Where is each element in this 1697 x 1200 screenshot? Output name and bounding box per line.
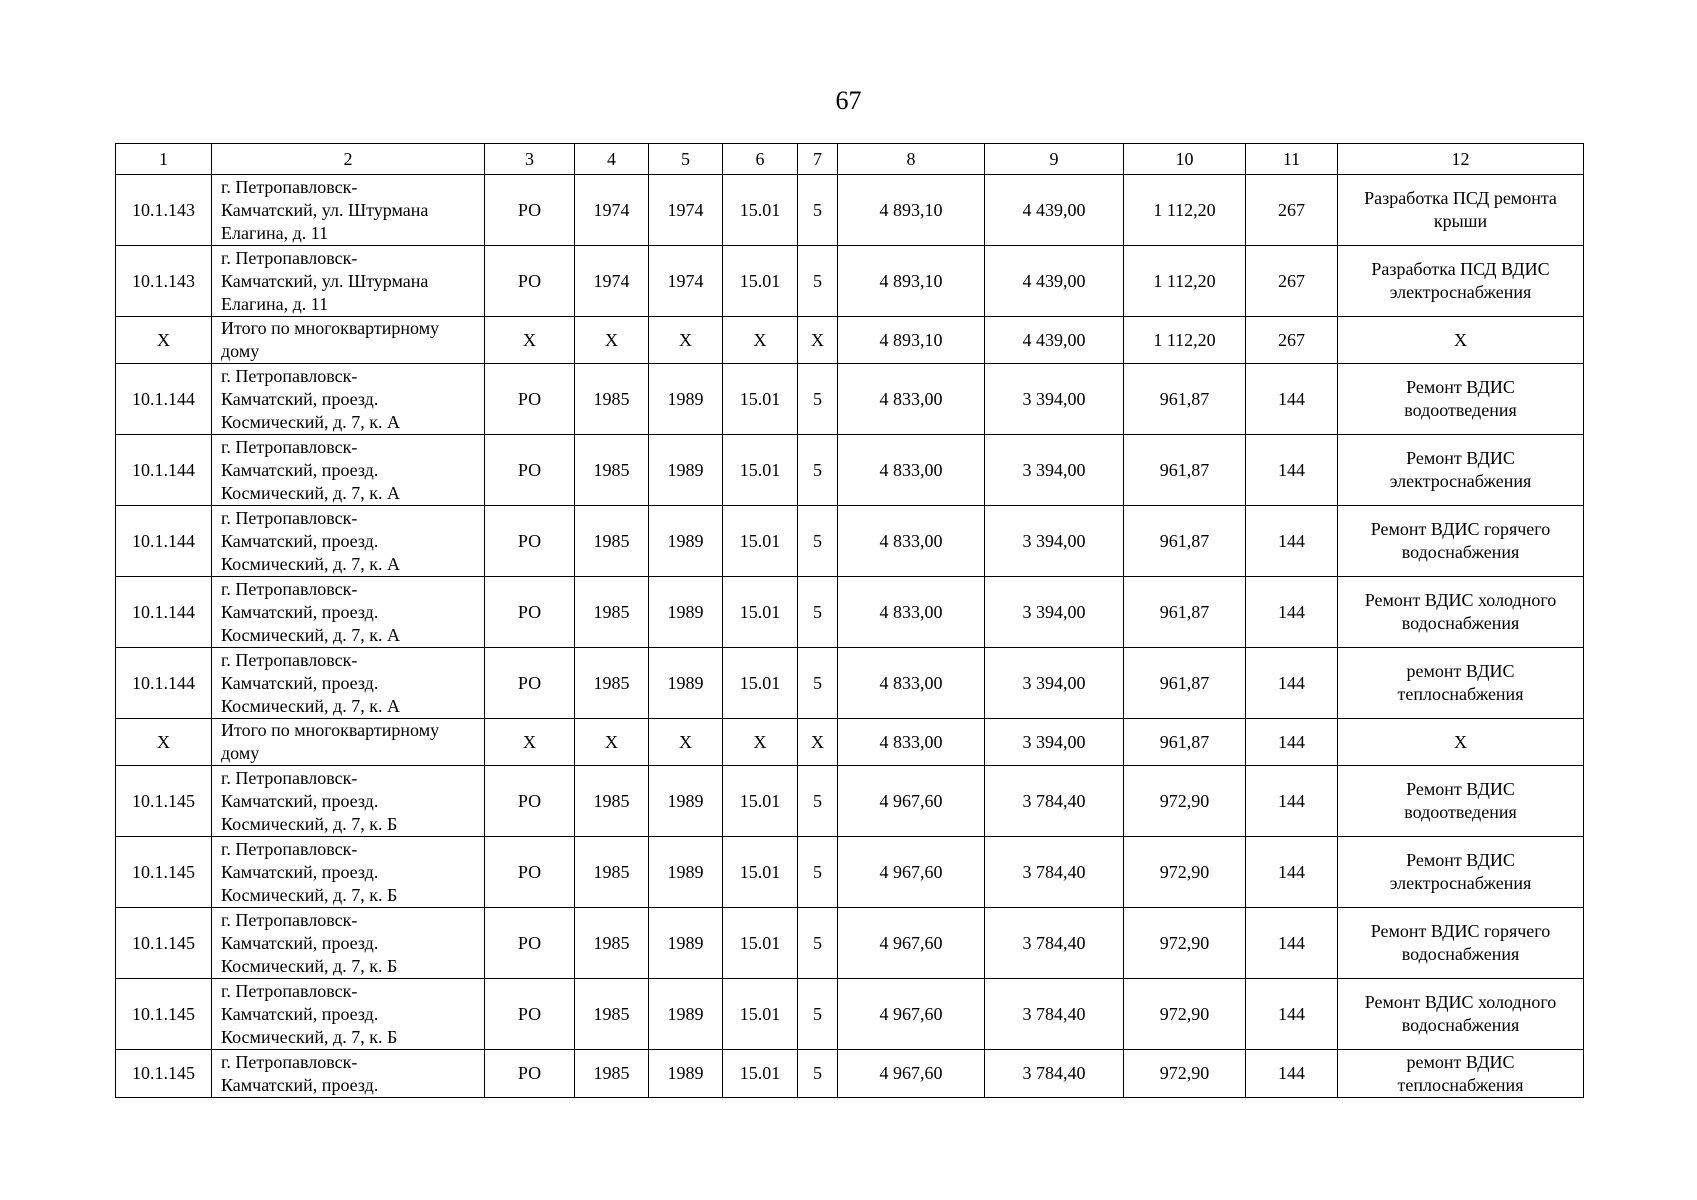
address-line: Камчатский, проезд. [221, 601, 379, 622]
total-row [116, 719, 1584, 766]
residents-cell: 267 [1246, 246, 1338, 317]
common-area-cell: 972,90 [1124, 979, 1246, 1050]
work-type-line: водоснабжения [1401, 1015, 1520, 1035]
address-line: г. Петропавловск- [221, 436, 358, 457]
address-cell [212, 246, 485, 317]
column-header: 10 [1124, 144, 1246, 175]
residents-cell: 144 [1246, 648, 1338, 719]
total-area-cell: 4 833,00 [838, 577, 985, 648]
residential-area-cell: 3 394,00 [985, 364, 1124, 435]
tenure-cell: РО [485, 175, 575, 246]
residential-area-cell: 4 439,00 [985, 175, 1124, 246]
floors-cell: 5 [798, 908, 838, 979]
common-area-cell: 972,90 [1124, 908, 1246, 979]
address-line: г. Петропавловск- [221, 365, 358, 386]
work-type-line: электроснабжения [1389, 873, 1532, 893]
address-line: г. Петропавловск- [221, 767, 358, 788]
code-cell: 15.01 [723, 175, 798, 246]
address-line: Камчатский, проезд. [221, 530, 379, 551]
floors-cell: 5 [798, 766, 838, 837]
total-area-cell: 4 833,00 [838, 435, 985, 506]
code-cell: 15.01 [723, 577, 798, 648]
residential-area-cell: 3 784,40 [985, 908, 1124, 979]
floors-cell: 5 [798, 577, 838, 648]
tenure-cell: РО [485, 246, 575, 317]
year-built-cell: 1985 [575, 648, 649, 719]
residents-cell: 144 [1246, 435, 1338, 506]
residents-cell: 267 [1246, 317, 1338, 364]
tenure-cell: РО [485, 1050, 575, 1098]
tenure-cell: РО [485, 908, 575, 979]
code-cell: 15.01 [723, 246, 798, 317]
total-area-cell: 4 833,00 [838, 648, 985, 719]
residential-area-cell: 3 394,00 [985, 506, 1124, 577]
tenure-cell: РО [485, 648, 575, 719]
table-row [116, 1050, 1584, 1098]
code-cell: 15.01 [723, 837, 798, 908]
floors-cell: 5 [798, 364, 838, 435]
code-cell: 15.01 [723, 766, 798, 837]
column-header: 6 [723, 144, 798, 175]
work-type-line: водоотведения [1404, 802, 1517, 822]
work-type-cell [1338, 364, 1584, 435]
address-line: Космический, д. 7, к. А [221, 411, 400, 432]
code-cell: 15.01 [723, 979, 798, 1050]
floors-cell: 5 [798, 648, 838, 719]
tenure-cell: РО [485, 577, 575, 648]
address-cell [212, 317, 485, 364]
column-header: 2 [212, 144, 485, 175]
table-row [116, 246, 1584, 317]
address-line: Камчатский, проезд. [221, 1003, 379, 1024]
table-body [116, 175, 1584, 1098]
column-header: 1 [116, 144, 212, 175]
year-commissioned-cell: 1989 [649, 837, 723, 908]
work-type-line: X [1454, 329, 1467, 350]
year-commissioned-cell: 1989 [649, 648, 723, 719]
residential-area-cell: 3 394,00 [985, 648, 1124, 719]
table-row [116, 175, 1584, 246]
table-row [116, 979, 1584, 1050]
common-area-cell: 1 112,20 [1124, 317, 1246, 364]
residential-area-cell: 3 784,40 [985, 837, 1124, 908]
floors-cell: 5 [798, 506, 838, 577]
address-line: Итого по многоквартирному [221, 318, 440, 338]
column-header: 7 [798, 144, 838, 175]
code-cell: 15.01 [723, 1050, 798, 1098]
tenure-cell: РО [485, 837, 575, 908]
work-type-cell [1338, 317, 1584, 364]
year-built-cell: 1974 [575, 175, 649, 246]
tenure-cell: РО [485, 766, 575, 837]
work-type-cell [1338, 979, 1584, 1050]
column-header: 3 [485, 144, 575, 175]
total-row [116, 317, 1584, 364]
total-area-cell: 4 967,60 [838, 766, 985, 837]
year-built-cell: 1985 [575, 435, 649, 506]
work-type-cell [1338, 175, 1584, 246]
total-area-cell: 4 967,60 [838, 908, 985, 979]
address-line: Космический, д. 7, к. Б [221, 813, 398, 834]
floors-cell: 5 [798, 246, 838, 317]
address-line: г. Петропавловск- [221, 507, 358, 528]
table-row [116, 435, 1584, 506]
column-header: 9 [985, 144, 1124, 175]
total-area-cell: 4 967,60 [838, 979, 985, 1050]
item-number-cell: 10.1.144 [116, 648, 212, 719]
address-cell [212, 908, 485, 979]
year-commissioned-cell: 1974 [649, 246, 723, 317]
work-type-line: Ремонт ВДИС горячего [1370, 519, 1551, 539]
item-number-cell: 10.1.144 [116, 364, 212, 435]
residents-cell: 144 [1246, 1050, 1338, 1098]
address-line: г. Петропавловск- [221, 980, 358, 1001]
year-built-cell: 1985 [575, 837, 649, 908]
total-area-cell: 4 893,10 [838, 175, 985, 246]
address-line: г. Петропавловск- [221, 909, 358, 930]
item-number-cell: 10.1.145 [116, 1050, 212, 1098]
common-area-cell: 972,90 [1124, 766, 1246, 837]
column-header: 8 [838, 144, 985, 175]
column-header: 12 [1338, 144, 1584, 175]
code-cell: 15.01 [723, 648, 798, 719]
residential-area-cell: 3 394,00 [985, 435, 1124, 506]
residents-cell: 267 [1246, 175, 1338, 246]
code-cell: X [723, 719, 798, 766]
address-line: г. Петропавловск- [221, 838, 358, 859]
address-line: г. Петропавловск- [221, 1051, 358, 1072]
year-commissioned-cell: 1989 [649, 577, 723, 648]
floors-cell: 5 [798, 175, 838, 246]
year-built-cell: 1985 [575, 766, 649, 837]
total-area-cell: 4 833,00 [838, 506, 985, 577]
work-type-line: водоснабжения [1401, 613, 1520, 633]
address-line: Космический, д. 7, к. А [221, 482, 400, 503]
address-line: Космический, д. 7, к. Б [221, 884, 398, 905]
address-line: Итого по многоквартирному [221, 720, 440, 740]
tenure-cell: X [485, 719, 575, 766]
floors-cell: 5 [798, 435, 838, 506]
work-type-line: ремонт ВДИС [1406, 1051, 1515, 1072]
residential-area-cell: 3 784,40 [985, 766, 1124, 837]
item-number-cell: 10.1.144 [116, 577, 212, 648]
work-type-cell [1338, 766, 1584, 837]
work-type-line: ремонт ВДИС [1406, 661, 1515, 681]
year-built-cell: 1985 [575, 506, 649, 577]
address-cell [212, 766, 485, 837]
year-commissioned-cell: 1989 [649, 908, 723, 979]
tenure-cell: РО [485, 506, 575, 577]
address-line: Камчатский, проезд. [221, 932, 379, 953]
tenure-cell: X [485, 317, 575, 364]
work-type-line: электроснабжения [1389, 282, 1532, 302]
address-line: Камчатский, проезд. [221, 1074, 379, 1095]
common-area-cell: 961,87 [1124, 719, 1246, 766]
year-built-cell: 1985 [575, 1050, 649, 1098]
item-number-cell: X [116, 719, 212, 766]
address-line: дому [221, 743, 260, 763]
table-row [116, 364, 1584, 435]
table-row [116, 837, 1584, 908]
residential-area-cell: 3 394,00 [985, 719, 1124, 766]
address-line: г. Петропавловск- [221, 578, 358, 599]
residents-cell: 144 [1246, 837, 1338, 908]
residents-cell: 144 [1246, 364, 1338, 435]
residents-cell: 144 [1246, 766, 1338, 837]
residential-area-cell: 4 439,00 [985, 246, 1124, 317]
work-type-line: Ремонт ВДИС [1406, 779, 1515, 799]
address-cell [212, 506, 485, 577]
table-row [116, 648, 1584, 719]
item-number-cell: 10.1.145 [116, 908, 212, 979]
work-type-line: Разработка ПСД ремонта [1364, 188, 1557, 208]
item-number-cell: 10.1.145 [116, 766, 212, 837]
work-type-line: электроснабжения [1389, 471, 1532, 491]
total-area-cell: 4 833,00 [838, 719, 985, 766]
work-type-line: Ремонт ВДИС [1406, 448, 1515, 468]
work-type-line: теплоснабжения [1397, 1074, 1524, 1095]
address-line: Камчатский, ул. Штурмана [221, 199, 429, 220]
residential-area-cell: 3 784,40 [985, 1050, 1124, 1098]
code-cell: 15.01 [723, 364, 798, 435]
year-built-cell: 1985 [575, 364, 649, 435]
tenure-cell: РО [485, 364, 575, 435]
year-built-cell: X [575, 719, 649, 766]
table-row [116, 506, 1584, 577]
year-commissioned-cell: 1989 [649, 766, 723, 837]
address-cell [212, 175, 485, 246]
year-built-cell: X [575, 317, 649, 364]
residents-cell: 144 [1246, 577, 1338, 648]
address-line: Космический, д. 7, к. А [221, 553, 400, 574]
common-area-cell: 972,90 [1124, 837, 1246, 908]
common-area-cell: 1 112,20 [1124, 175, 1246, 246]
work-type-cell [1338, 506, 1584, 577]
address-line: г. Петропавловск- [221, 247, 358, 268]
common-area-cell: 1 112,20 [1124, 246, 1246, 317]
common-area-cell: 961,87 [1124, 648, 1246, 719]
address-line: г. Петропавловск- [221, 176, 358, 197]
address-cell [212, 435, 485, 506]
common-area-cell: 972,90 [1124, 1050, 1246, 1098]
floors-cell: 5 [798, 979, 838, 1050]
floors-cell: X [798, 719, 838, 766]
address-line: г. Петропавловск- [221, 649, 358, 670]
common-area-cell: 961,87 [1124, 364, 1246, 435]
work-type-line: теплоснабжения [1397, 684, 1524, 704]
item-number-cell: 10.1.145 [116, 979, 212, 1050]
work-type-line: водоснабжения [1401, 944, 1520, 964]
address-line: Космический, д. 7, к. А [221, 695, 400, 716]
tenure-cell: РО [485, 979, 575, 1050]
year-commissioned-cell: 1989 [649, 1050, 723, 1098]
work-type-cell [1338, 908, 1584, 979]
year-built-cell: 1985 [575, 908, 649, 979]
item-number-cell: 10.1.143 [116, 246, 212, 317]
address-line: Камчатский, проезд. [221, 459, 379, 480]
address-cell [212, 1050, 485, 1098]
item-number-cell: X [116, 317, 212, 364]
work-type-line: Ремонт ВДИС [1406, 377, 1515, 397]
residents-cell: 144 [1246, 908, 1338, 979]
item-number-cell: 10.1.145 [116, 837, 212, 908]
residential-area-cell: 3 784,40 [985, 979, 1124, 1050]
year-commissioned-cell: X [649, 317, 723, 364]
address-line: Камчатский, проезд. [221, 672, 379, 693]
work-type-cell [1338, 719, 1584, 766]
work-type-line: Разработка ПСД ВДИС [1371, 259, 1550, 279]
table-row [116, 766, 1584, 837]
code-cell: 15.01 [723, 908, 798, 979]
address-line: Камчатский, проезд. [221, 861, 379, 882]
floors-cell: X [798, 317, 838, 364]
address-line: Камчатский, проезд. [221, 388, 379, 409]
year-commissioned-cell: 1989 [649, 506, 723, 577]
tenure-cell: РО [485, 435, 575, 506]
work-type-cell [1338, 1050, 1584, 1098]
address-line: Космический, д. 7, к. Б [221, 1026, 398, 1047]
address-line: Елагина, д. 11 [221, 222, 329, 243]
total-area-cell: 4 967,60 [838, 1050, 985, 1098]
work-type-cell [1338, 435, 1584, 506]
work-type-line: Ремонт ВДИС горячего [1370, 921, 1551, 941]
work-type-line: водоотведения [1404, 400, 1517, 420]
work-type-line: Ремонт ВДИС холодного [1364, 590, 1557, 610]
work-type-line: X [1454, 731, 1467, 752]
work-type-line: водоснабжения [1401, 542, 1520, 562]
work-type-cell [1338, 648, 1584, 719]
work-type-cell [1338, 246, 1584, 317]
code-cell: X [723, 317, 798, 364]
work-type-line: крыши [1433, 211, 1488, 231]
page-number: 67 [835, 86, 862, 115]
address-line: дому [221, 341, 260, 361]
year-commissioned-cell: 1974 [649, 175, 723, 246]
year-commissioned-cell: 1989 [649, 435, 723, 506]
year-built-cell: 1985 [575, 979, 649, 1050]
address-line: Елагина, д. 11 [221, 293, 329, 314]
column-header: 11 [1246, 144, 1338, 175]
floors-cell: 5 [798, 1050, 838, 1098]
total-area-cell: 4 893,10 [838, 317, 985, 364]
address-line: Камчатский, ул. Штурмана [221, 270, 429, 291]
residents-cell: 144 [1246, 506, 1338, 577]
work-type-line: Ремонт ВДИС холодного [1364, 992, 1557, 1012]
column-header: 5 [649, 144, 723, 175]
year-built-cell: 1985 [575, 577, 649, 648]
address-cell [212, 577, 485, 648]
address-line: Космический, д. 7, к. Б [221, 955, 398, 976]
year-commissioned-cell: X [649, 719, 723, 766]
year-built-cell: 1974 [575, 246, 649, 317]
item-number-cell: 10.1.144 [116, 435, 212, 506]
work-type-cell [1338, 837, 1584, 908]
code-cell: 15.01 [723, 506, 798, 577]
item-number-cell: 10.1.143 [116, 175, 212, 246]
total-area-cell: 4 967,60 [838, 837, 985, 908]
address-cell [212, 837, 485, 908]
register-table [115, 143, 1584, 1098]
address-line: Космический, д. 7, к. А [221, 624, 400, 645]
total-area-cell: 4 833,00 [838, 364, 985, 435]
work-type-line: Ремонт ВДИС [1406, 850, 1515, 870]
residents-cell: 144 [1246, 979, 1338, 1050]
total-area-cell: 4 893,10 [838, 246, 985, 317]
floors-cell: 5 [798, 837, 838, 908]
residential-area-cell: 4 439,00 [985, 317, 1124, 364]
address-cell [212, 648, 485, 719]
year-commissioned-cell: 1989 [649, 979, 723, 1050]
residential-area-cell: 3 394,00 [985, 577, 1124, 648]
residents-cell: 144 [1246, 719, 1338, 766]
address-cell [212, 979, 485, 1050]
header-row [116, 144, 1584, 175]
code-cell: 15.01 [723, 435, 798, 506]
common-area-cell: 961,87 [1124, 506, 1246, 577]
table-row [116, 577, 1584, 648]
address-cell [212, 719, 485, 766]
common-area-cell: 961,87 [1124, 577, 1246, 648]
item-number-cell: 10.1.144 [116, 506, 212, 577]
year-commissioned-cell: 1989 [649, 364, 723, 435]
work-type-cell [1338, 577, 1584, 648]
address-cell [212, 364, 485, 435]
column-header: 4 [575, 144, 649, 175]
address-line: Камчатский, проезд. [221, 790, 379, 811]
table-row [116, 908, 1584, 979]
common-area-cell: 961,87 [1124, 435, 1246, 506]
